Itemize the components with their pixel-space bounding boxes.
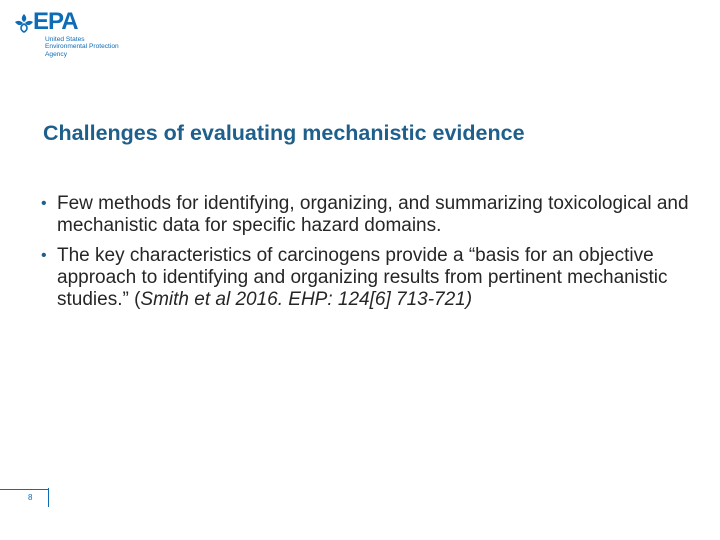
logo-line: Agency <box>45 50 67 58</box>
logo-line: Environmental Protection <box>45 43 119 51</box>
citation: Smith et al 2016. EHP: 124[6] 713-721) <box>140 289 473 310</box>
bullet-item <box>40 193 690 237</box>
slide-title: Challenges of evaluating mechanistic evidence <box>43 121 525 145</box>
bullet-item <box>40 245 690 311</box>
page-number-box <box>0 488 49 507</box>
bullet-icon: • <box>41 247 47 264</box>
epa-logo <box>12 8 122 56</box>
logo-wordmark: EPA <box>33 8 78 35</box>
logo-line: United States <box>45 36 85 43</box>
logo-agency-name <box>45 36 135 58</box>
bullet-list <box>40 193 690 319</box>
bullet-text: Few methods for identifying, organizing, and summarizing toxicological and mechanistic data for specific hazard domains. <box>57 193 689 236</box>
page-number: 8 <box>28 493 33 502</box>
bullet-icon: • <box>41 195 47 212</box>
bullet-text: The key characteristics of carcinogens provide a “basis for an objective approach to identifying and organizing results from pertinent mechanistic studies.” ( <box>57 245 668 310</box>
